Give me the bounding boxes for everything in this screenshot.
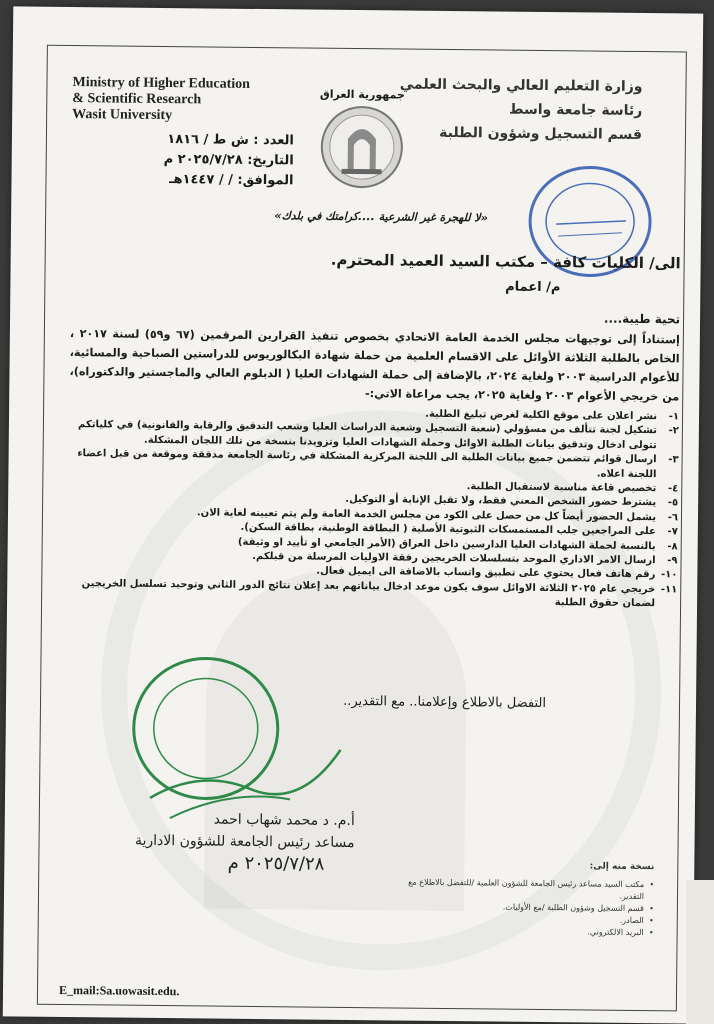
signature-date: ٢٠٢٥/٧/٢٨ م	[227, 852, 325, 875]
copies-list	[384, 876, 655, 939]
copies-title: نسخة منه إلى:	[589, 861, 655, 873]
greeting: تحية طيبة....	[603, 311, 681, 327]
list-item: ١١- خريجي عام ٢٠٢٥ الثلاثة الاوائل سوف يكون موعد ادخال بياناتهم بعد إعلان نتائج الدور الثاني وتوحيد تسلسل الخريجين لضمان حقوق الطلبة	[81, 578, 678, 610]
university-name-en: Wasit University	[72, 107, 173, 124]
list-item: • الصادر.	[384, 912, 654, 927]
department-name-ar: قسم التسجيل وشؤون الطلبة	[439, 124, 643, 144]
university-emblem	[311, 88, 412, 194]
list-item: ٩- ارسال الامر الاداري الموحد بتسلسلات الخريجين رفقة الاوليات المرسلة من قبلكم.	[252, 551, 678, 567]
list-item: ٤- تخصيص قاعة مناسبة لاستقبال الطلبة.	[466, 481, 679, 495]
signer-name: أ.م. د محمد شهاب احمد	[213, 811, 355, 830]
list-item: • البريد الالكتروني.	[384, 924, 654, 939]
list-item: ٧- على المراجعين جلب المستمسكات الثبوتية الأصلية ( البطاقة الوطنية، بطاقة السكن).	[240, 522, 678, 538]
english-letterhead	[72, 75, 322, 126]
slogan: «لا للهجرة غير الشرعية ....كرامتك في بلدك»	[274, 209, 488, 225]
university-presidency-ar: رئاسة جامعة واسط	[508, 101, 643, 120]
ministry-subtitle-en: & Scientific Research	[72, 91, 202, 108]
addressee: الى/ الكليات كافة – مكتب السيد العميد المحترم.	[330, 250, 681, 273]
university-logo-icon	[319, 105, 404, 190]
list-item: ١٠- رقم هاتف فعال يحتوي على تطبيق واتساب بالاضافة الى ايميل فعال.	[316, 566, 678, 581]
ministry-name-ar: وزارة التعليم العالي والبحث العلمي	[399, 76, 643, 96]
closing-line: التفضل بالاطلاع وإعلامنا.. مع التقدير..	[343, 693, 547, 712]
reference-date: التاريخ: ٢٠٢٥/٧/٢٨ م	[163, 151, 294, 169]
reference-hijri-date: الموافق: / / ١٤٤٧هـ	[169, 172, 294, 189]
list-item: ٥- يشترط حضور الشخص المعني فقط، ولا تقبل الإنابة أو التوكيل.	[345, 494, 679, 509]
intro-paragraph: إستناداً إلى توجيهات مجلس الخدمة العامة الاتحادي بخصوص تنفيذ القرارين المرقمين (٦٧ و٥٩) لسنة ٢٠١٧ ، الخاص بالطلبة الثلاثة الأوائل على الاقسام العلمية من حملة شهادة البكالوريوس للدراستين الصباحية والمسائية، للأعوام الدراسية ٢٠٠٣ ولغاية ٢٠٢٤، بالإضافة إلى حملة الشهادات العليا ( الدبلوم العالي والماجستير والدكتوراه)، من خريجي الأعوام ٢٠٠٣ ولغاية ٢٠٢٥، يجب مراعاة الاتي:-	[69, 327, 680, 404]
instructions-list	[67, 404, 679, 612]
list-item: ٨- بالنسبة لحملة الشهادات العليا الدارسين داخل العراق (الأمر الجامعي او تأييد او وثيقة)	[237, 536, 678, 553]
list-item: • مكتب السيد مساعد رئيس الجامعة للشؤون العلمية /للتفضل بالاطلاع مع التقدير.	[384, 876, 654, 903]
letter-body	[67, 245, 681, 612]
subject: م/ اعمام	[505, 279, 561, 296]
copies-to-block	[384, 858, 655, 939]
signature-block	[114, 808, 355, 877]
underlying-page-edge	[686, 880, 714, 1024]
list-item: ١- نشر اعلان على موقع الكلية لغرض تبليغ الطلبة.	[425, 408, 680, 423]
reference-block	[103, 129, 294, 191]
arabic-letterhead	[392, 72, 643, 147]
republic-label: جمهورية العراق	[319, 87, 405, 102]
list-item: ٢- تشكيل لجنة تتألف من مسؤولي (شعبة التسجيل وشعبة الدراسات العليا وشعب التدقيق والرقابة والقانونية) في كلياتكم تتولى ادخال وتدقيق بيانات الطلبة الاوائل وحملة الشهادات العليا وتزويدنا بنسخة من تلك اللجان المشكلة.	[78, 419, 679, 451]
list-item: • قسم التسجيل وشؤون الطلبة /مع الأوليات.	[384, 900, 654, 915]
signer-title: مساعد رئيس الجامعة للشؤون الادارية	[134, 832, 355, 852]
letter-page	[3, 6, 704, 1023]
footer-email: E_mail:Sa.uowasit.edu.	[58, 982, 180, 999]
reference-number: العدد : ش ط / ١٨١٦	[167, 132, 294, 149]
list-item: ٣- ارسال قوائم تتضمن جميع بيانات الطلبة الى اللجنة المركزية المشكلة في رئاسة الجامعة مدققة وموقعة من قبل اعضاء اللجنة اعلاه.	[77, 448, 679, 480]
ministry-name-en: Ministry of Higher Education	[72, 75, 251, 92]
list-item: ٦- يشمل الحضور أيضاً كل من حصل على الكود من مجلس الخدمة العامة ولم يتم تعيينه لغاية الان.	[196, 507, 679, 524]
